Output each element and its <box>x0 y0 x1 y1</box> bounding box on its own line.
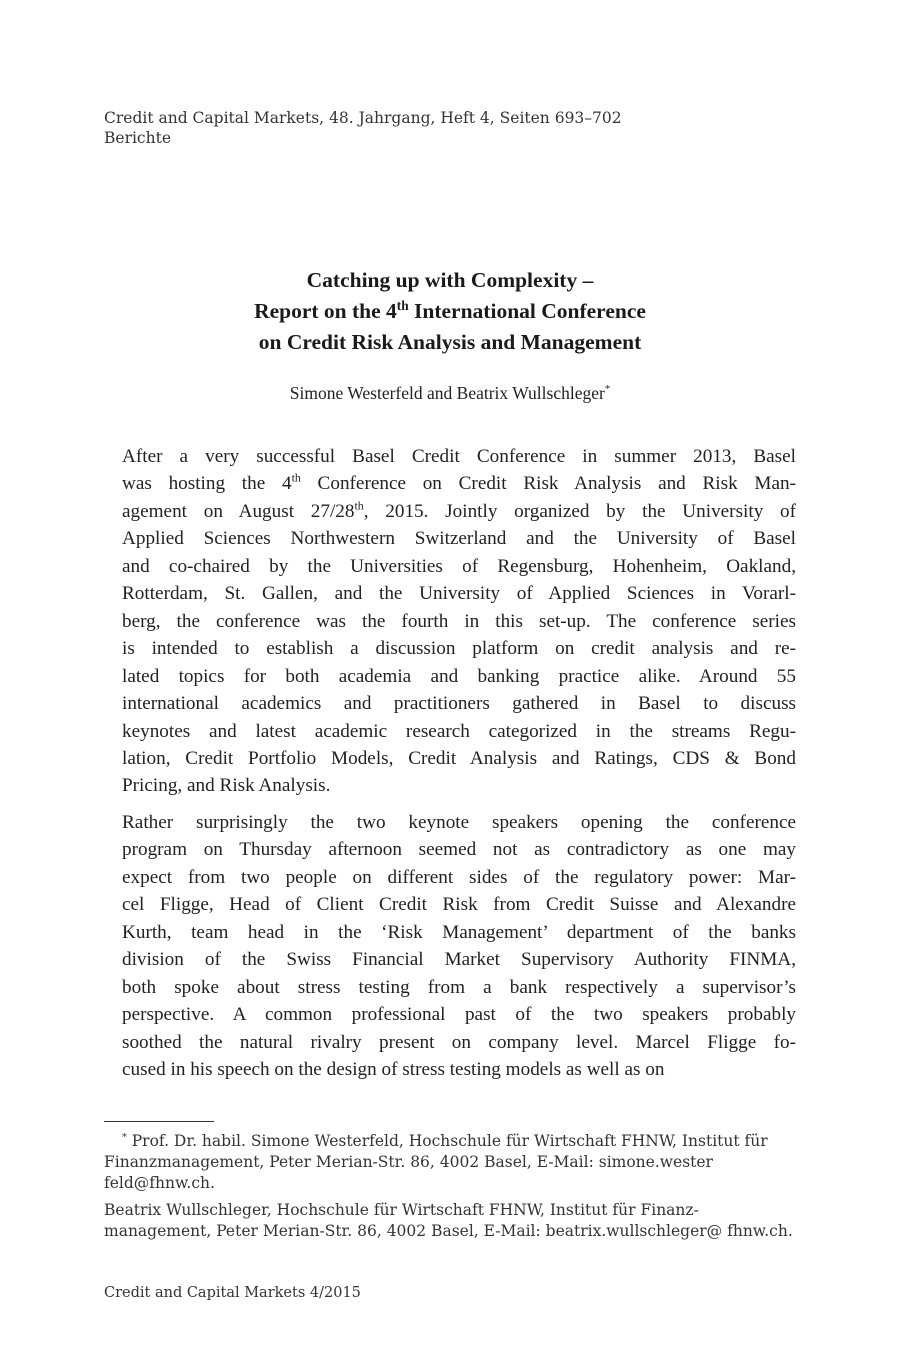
body-line: Rotterdam, St. Gallen, and the University of Applied Sciences in Vorarl- <box>122 583 796 605</box>
author-names: Simone Westerfeld and Beatrix Wullschleger <box>289 383 605 403</box>
body-line: cused in his speech on the design of stress testing models as well as on <box>122 1058 665 1080</box>
body-line: berg, the conference was the fourth in this set-up. The conference series <box>122 610 796 632</box>
article-title <box>104 265 796 358</box>
body-line: soothed the natural rivalry present on company level. Marcel Fligge fo- <box>122 1031 796 1053</box>
paragraph-2 <box>104 809 796 1084</box>
title-line-2 <box>104 296 796 327</box>
body-line: division of the Swiss Financial Market Supervisory Authority FINMA, <box>122 949 796 971</box>
body-line: lation, Credit Portfolio Models, Credit Analysis and Ratings, CDS & Bond <box>122 747 796 769</box>
body-line: keynotes and latest academic research categorized in the streams Regu- <box>122 720 796 742</box>
page-footer: Credit and Capital Markets 4/2015 <box>104 1285 361 1301</box>
body-line: expect from two people on different sides of the regulatory power: Mar- <box>122 866 796 888</box>
body-line: is intended to establish a discussion platform on credit analysis and re- <box>122 638 796 660</box>
author-line <box>104 381 796 405</box>
body-line: lated topics for both academia and banking practice alike. Around 55 <box>122 665 796 687</box>
body-line <box>104 498 796 525</box>
paragraph-1 <box>104 443 796 800</box>
body-line-text: , 2015. Jointly organized by the University of <box>363 500 797 522</box>
body-line: Rather surprisingly the two keynote speakers opening the conference <box>122 811 796 833</box>
footnote-divider <box>104 1121 214 1122</box>
section-label: Berichte <box>104 129 171 147</box>
title-line-1: Catching up with Complexity – <box>306 268 594 292</box>
body-line-text: Conference on Credit Risk Analysis and Risk Man- <box>300 473 796 495</box>
body-line: Pricing, and Risk Analysis. <box>122 775 331 797</box>
body-line-text: was hosting the 4 <box>122 473 292 495</box>
body-line-text: agement on August 27/28 <box>122 500 355 522</box>
body-line: international academics and practitioners gathered in Basel to discuss <box>122 693 796 715</box>
ordinal-superscript: th <box>354 498 364 513</box>
body-line: Kurth, team head in the ‘Risk Management’ department of the banks <box>122 921 796 943</box>
body-line: and co-chaired by the Universities of Regensburg, Hohenheim, Oakland, <box>122 555 796 577</box>
title-line-3: on Credit Risk Analysis and Management <box>258 330 642 354</box>
journal-citation: Credit and Capital Markets, 48. Jahrgang, Heft 4, Seiten 693–702 <box>104 109 622 127</box>
body-line: Applied Sciences Northwestern Switzerland and the University of Basel <box>122 528 796 550</box>
body-line: both spoke about stress testing from a bank respectively a supervisor’s <box>122 976 796 998</box>
footnote-2 <box>104 1200 796 1242</box>
title-ordinal-superscript: th <box>396 297 409 313</box>
body-line: perspective. A common professional past of the two speakers probably <box>122 1004 796 1026</box>
author-footnote-marker: * <box>604 383 611 396</box>
body-line: cel Fligge, Head of Client Credit Risk from Credit Suisse and Alexandre <box>122 894 796 916</box>
footnote-2-text: Beatrix Wullschleger, Hochschule für Wirtschaft FHNW, Institut für Finanzmanagement, Peter Merian-Str. 86, 4002 Basel, E-Mail: beatrix.wullschleger@ fhnw.ch. <box>104 1201 793 1240</box>
footnote-1-text: Prof. Dr. habil. Simone Westerfeld, Hochschule für Wirtschaft FHNW, Institut für Finanzmanagement, Peter Merian-Str. 86, 4002 Basel, E-Mail: simone.wester feld@fhnw.ch. <box>104 1132 768 1192</box>
title-line-2-pre: Report on the 4 <box>254 299 397 323</box>
ordinal-superscript: th <box>291 471 301 486</box>
footnote-1 <box>104 1131 796 1194</box>
footnote-marker: * <box>122 1131 127 1143</box>
title-line-2-post: International Conference <box>408 299 646 323</box>
body-line: After a very successful Basel Credit Conference in summer 2013, Basel <box>122 446 796 467</box>
running-head <box>104 108 622 148</box>
footnotes <box>104 1131 796 1248</box>
body-line: program on Thursday afternoon seemed not as contradictory as one may <box>122 839 796 861</box>
body-line <box>104 470 796 497</box>
article-body <box>104 443 796 1092</box>
